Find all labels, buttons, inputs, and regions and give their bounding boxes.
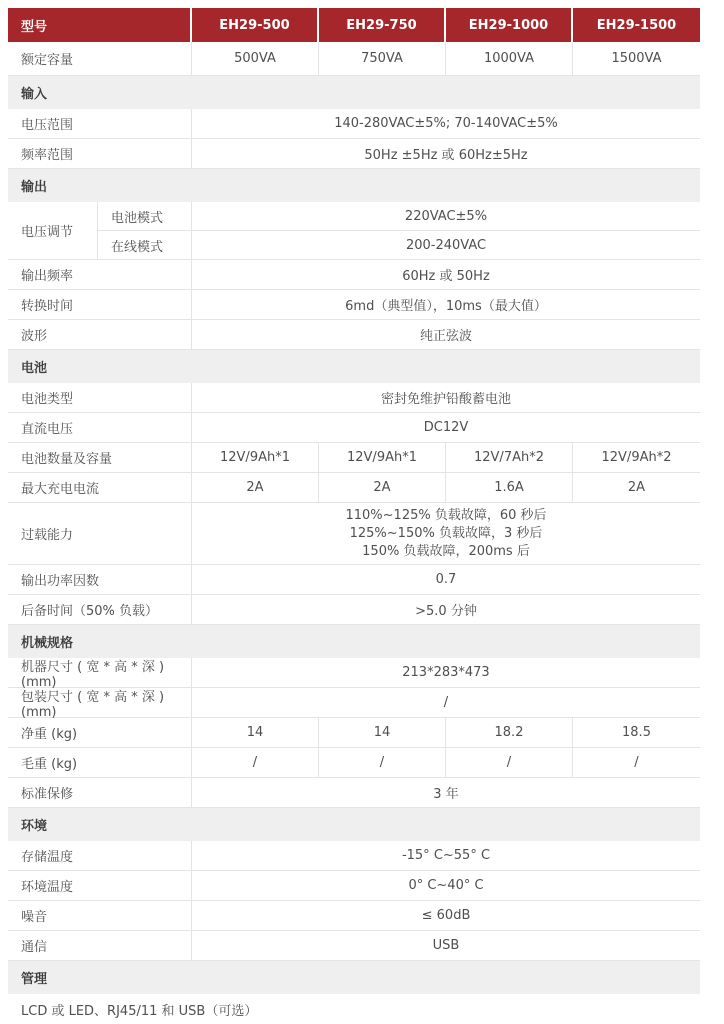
spec-value: 1.6A <box>446 473 573 502</box>
spec-row <box>8 595 700 625</box>
spec-value: 220VAC±5% <box>404 208 488 224</box>
spec-row <box>8 383 700 413</box>
section-header <box>8 76 700 109</box>
spec-value: >5.0 分钟 <box>415 604 477 619</box>
table-header-row <box>8 8 700 42</box>
spec-row <box>8 658 700 688</box>
row-label: 净重 (kg) <box>8 718 192 747</box>
row-label: 输出功率因数 <box>8 565 192 594</box>
section-title: 输入 <box>21 87 48 102</box>
spec-value: 50Hz ±5Hz 或 60Hz±5Hz <box>364 148 528 163</box>
spec-value: 14 <box>192 718 319 747</box>
spec-row <box>8 109 700 139</box>
section-title: 输出 <box>21 180 48 195</box>
spec-value <box>192 503 700 564</box>
row-label: 波形 <box>8 320 192 349</box>
spec-row <box>8 565 700 595</box>
spec-value: 12V/9Ah*1 <box>319 443 446 472</box>
row-label: 过载能力 <box>8 503 192 564</box>
spec-value: 213*283*473 <box>402 665 490 680</box>
model-column-label: 型号 <box>8 8 192 42</box>
spec-value: 6md（典型值），10ms（最大值） <box>345 299 547 314</box>
spec-value-line: 110%~125% 负载故障，60 秒后 <box>345 507 547 523</box>
model-header-eh29-500: EH29-500 <box>192 8 319 42</box>
spec-value: 200-240VAC <box>405 237 487 253</box>
spec-value: ≤ 60dB <box>421 908 471 923</box>
row-label: 环境温度 <box>8 871 192 900</box>
spec-row <box>8 290 700 320</box>
row-label: 包装尺寸 ( 宽 * 高 * 深 )(mm) <box>8 688 192 717</box>
spec-value: 1000VA <box>446 42 573 75</box>
spec-value: 3 年 <box>433 787 459 802</box>
row-label: 电压范围 <box>8 109 192 138</box>
spec-value: 0° C~40° C <box>408 878 484 893</box>
spec-value: / <box>634 755 639 770</box>
spec-row <box>8 718 700 748</box>
spec-row <box>8 443 700 473</box>
spec-row <box>8 748 700 778</box>
spec-row <box>8 841 700 871</box>
row-label: 转换时间 <box>8 290 192 319</box>
row-label: 电池类型 <box>8 383 192 412</box>
model-header-eh29-1500: EH29-1500 <box>596 17 677 33</box>
row-label: 频率范围 <box>8 139 192 168</box>
spec-value: 750VA <box>319 42 446 75</box>
section-title: 电池 <box>21 361 48 376</box>
spec-rows <box>8 42 700 1024</box>
spec-value: 密封免维护铅酸蓄电池 <box>380 392 511 407</box>
section-header <box>8 961 700 994</box>
spec-value: USB <box>432 938 460 953</box>
spec-value: 500VA <box>192 42 319 75</box>
spec-value: 12V/9Ah*2 <box>601 450 672 465</box>
section-title: 环境 <box>21 819 48 834</box>
row-label: 后备时间（50% 负载） <box>8 595 192 624</box>
spec-row <box>8 139 700 169</box>
spec-value: 12V/7Ah*2 <box>446 443 573 472</box>
row-label: 电压调节 <box>8 202 98 259</box>
spec-row <box>8 413 700 443</box>
spec-row <box>8 871 700 901</box>
spec-value: -15° C~55° C <box>401 848 491 863</box>
spec-row <box>8 473 700 503</box>
spec-value: / <box>443 695 449 710</box>
section-header <box>8 625 700 658</box>
spec-value: 纯正弦波 <box>419 329 472 344</box>
row-label: 标准保修 <box>8 778 192 807</box>
spec-value: / <box>446 748 573 777</box>
section-header <box>8 808 700 841</box>
subrow-label: 电池模式 <box>98 202 192 230</box>
section-header <box>8 350 700 383</box>
spec-value: 2A <box>627 480 646 495</box>
spec-row <box>8 42 700 76</box>
spec-value: 2A <box>319 473 446 502</box>
subrow-label: 在线模式 <box>98 231 192 259</box>
spec-value: 2A <box>192 473 319 502</box>
sub-rows <box>98 202 700 259</box>
spec-value: 1500VA <box>611 51 662 66</box>
row-label: 机器尺寸 ( 宽 * 高 * 深 )(mm) <box>8 658 192 687</box>
spec-subrow <box>98 231 700 259</box>
row-label: 噪音 <box>8 901 192 930</box>
spec-row-group <box>8 202 700 260</box>
spec-row <box>8 778 700 808</box>
management-note: LCD 或 LED、RJ45/11 和 USB（可选） <box>21 1003 258 1019</box>
spec-subrow <box>98 202 700 231</box>
spec-row <box>8 503 700 565</box>
spec-row <box>8 260 700 290</box>
spec-row <box>8 901 700 931</box>
row-label: 最大充电电流 <box>8 473 192 502</box>
row-label: 通信 <box>8 931 192 960</box>
model-header-eh29-1000: EH29-1000 <box>446 8 573 42</box>
row-label: 电池数量及容量 <box>8 443 192 472</box>
row-label: 直流电压 <box>8 413 192 442</box>
spec-value-line: 150% 负载故障，200ms 后 <box>362 543 530 559</box>
section-title: 机械规格 <box>21 636 74 651</box>
spec-value: 18.5 <box>622 725 651 740</box>
row-label: 毛重 (kg) <box>8 748 192 777</box>
row-label: 额定容量 <box>8 42 192 75</box>
spec-value: DC12V <box>423 420 469 435</box>
row-label: 存储温度 <box>8 841 192 870</box>
product-spec-table <box>8 8 700 1024</box>
spec-value: / <box>319 748 446 777</box>
spec-value: / <box>192 748 319 777</box>
spec-row <box>8 931 700 961</box>
spec-value: 14 <box>319 718 446 747</box>
spec-value: 140-280VAC±5%; 70-140VAC±5% <box>334 116 558 131</box>
spec-value-line: 125%~150% 负载故障，3 秒后 <box>349 525 543 541</box>
spec-row <box>8 320 700 350</box>
section-header <box>8 169 700 202</box>
model-header-eh29-750: EH29-750 <box>319 8 446 42</box>
spec-value: 60Hz 或 50Hz <box>402 269 490 284</box>
spec-row <box>8 688 700 718</box>
row-label: 输出频率 <box>8 260 192 289</box>
spec-value: 18.2 <box>446 718 573 747</box>
section-title: 管理 <box>21 972 48 987</box>
spec-value: 12V/9Ah*1 <box>192 443 319 472</box>
spec-value: 0.7 <box>435 572 457 587</box>
